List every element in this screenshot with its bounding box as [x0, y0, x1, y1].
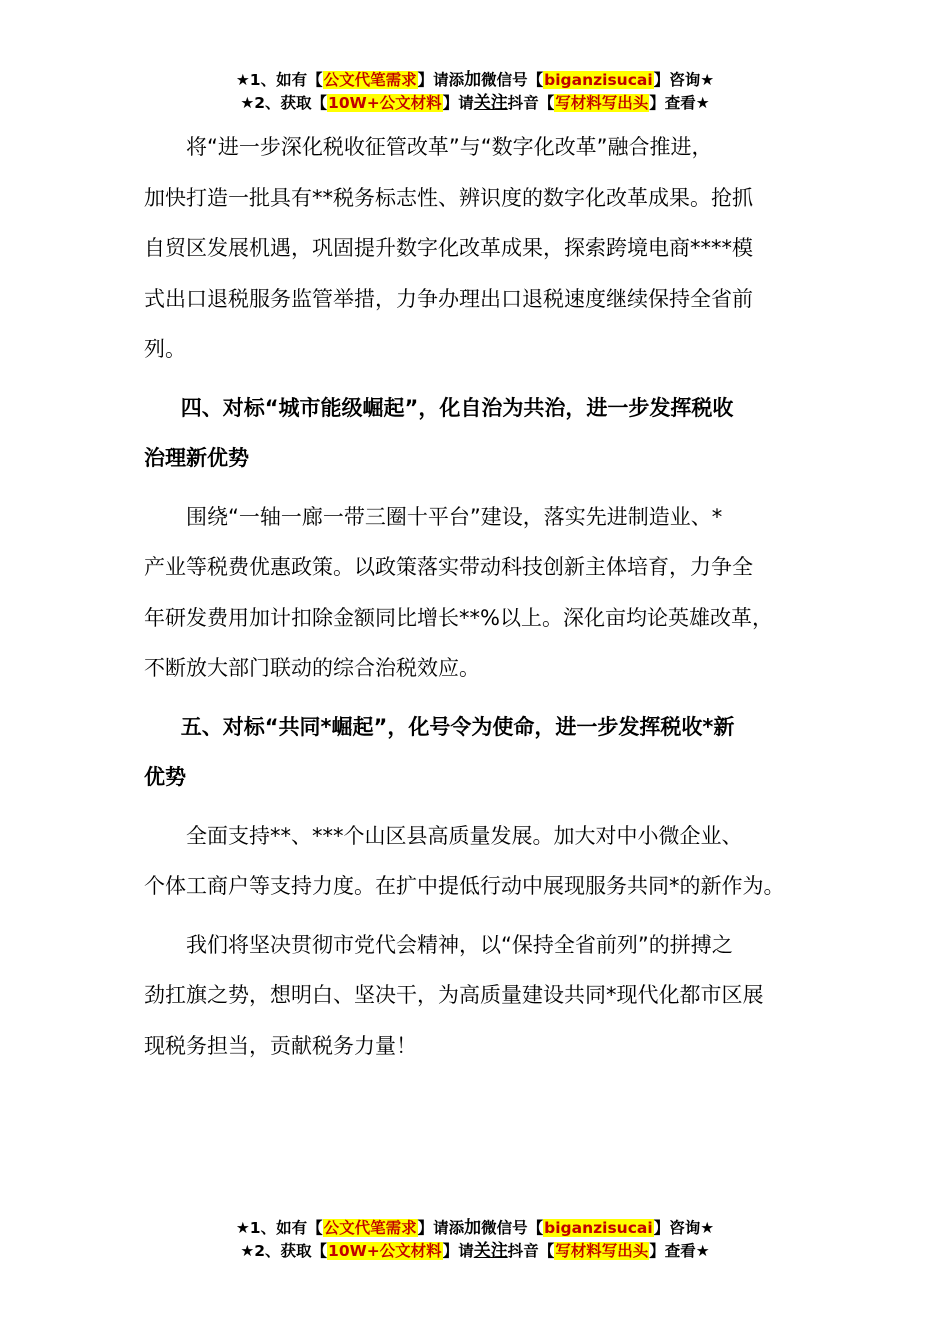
- banner-text: 】请添: [417, 71, 465, 89]
- banner-text: 】请: [442, 94, 474, 112]
- paragraph: 将“进一步深化税收征管改革”与“数字化改革”融合推进， 加快打造一批具有**税务标志性、辨识度的数字化改革成果。抢抓 自贸区发展机遇，巩固提升数字化改革成果，探索跨境电商****模 式出口退税服务监管举措，力争办理出口退税速度继续保持全省前 列。: [144, 135, 753, 361]
- header-banner: [0, 69, 950, 115]
- highlight-douyin-id: 写材料写出头: [555, 94, 649, 112]
- banner-text: 抖音【: [507, 1242, 555, 1260]
- highlight-douyin-id: 写材料写出头: [555, 1242, 649, 1260]
- banner-emphasis: 加: [464, 1218, 482, 1238]
- highlight-materials: 10W+公文材料: [328, 94, 442, 112]
- highlight-wechat-id: biganzisucai: [544, 71, 653, 89]
- banner-text: ★2、获取【: [240, 1242, 328, 1260]
- section-heading-5: 五、对标“共同*崛起”，化号令为使命，进一步发挥税收*新 优势: [144, 714, 735, 789]
- footer-banner: [0, 1217, 950, 1263]
- highlight-service: 公文代笔需求: [323, 71, 417, 89]
- paragraph: 我们将坚决贯彻市党代会精神，以“保持全省前列”的拼搏之 劲扛旗之势，想明白、坚决干，为高质量建设共同*现代化都市区展 现税务担当，贡献税务力量！: [144, 932, 764, 1058]
- banner-text: 】请: [442, 1242, 474, 1260]
- banner-text: 微信号【: [481, 71, 544, 89]
- banner-text: 】查看★: [649, 94, 710, 112]
- banner-line-2: [0, 1240, 950, 1263]
- banner-text: 】查看★: [649, 1242, 710, 1260]
- banner-emphasis: 加: [464, 70, 482, 90]
- banner-text: 】咨询★: [653, 71, 715, 89]
- banner-text: ★2、获取【: [240, 94, 328, 112]
- highlight-wechat-id: biganzisucai: [544, 1219, 653, 1237]
- banner-line-1: [0, 69, 950, 92]
- banner-text: 抖音【: [507, 94, 555, 112]
- banner-text: 】请添: [417, 1219, 465, 1237]
- banner-text: 】咨询★: [653, 1219, 715, 1237]
- banner-line-1: [0, 1217, 950, 1240]
- banner-line-2: [0, 92, 950, 115]
- document-body: [144, 122, 820, 1071]
- paragraph: 围绕“一轴一廊一带三圈十平台”建设，落实先进制造业、* 产业等税费优惠政策。以政策落实带动科技创新主体培育，力争全 年研发费用加计扣除金额同比增长**%以上。深化亩均论英雄改革， 不断放大部门联动的综合治税效应。: [144, 504, 773, 680]
- banner-emphasis: 关注: [473, 1241, 508, 1261]
- highlight-materials: 10W+公文材料: [328, 1242, 442, 1260]
- paragraph: 全面支持**、***个山区县高质量发展。加大对中小微企业、 个体工商户等支持力度。在扩中提低行动中展现服务共同*的新作为。: [144, 823, 785, 898]
- banner-text: ★1、如有【: [235, 1219, 323, 1237]
- banner-text: ★1、如有【: [235, 71, 323, 89]
- banner-text: 微信号【: [481, 1219, 544, 1237]
- banner-emphasis: 关注: [473, 93, 508, 113]
- highlight-service: 公文代笔需求: [323, 1219, 417, 1237]
- section-heading-4: 四、对标“城市能级崛起”，化自治为共治，进一步发挥税收 治理新优势: [144, 395, 734, 470]
